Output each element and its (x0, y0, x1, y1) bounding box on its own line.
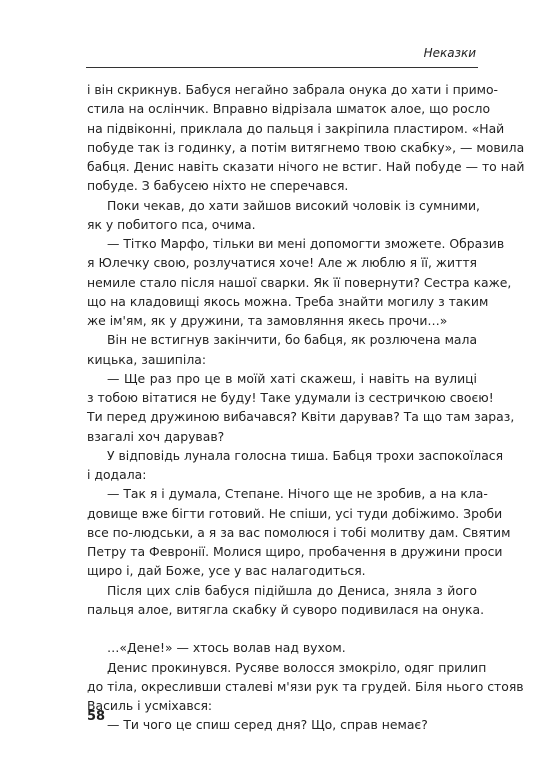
text-line: як у побитого пса, очима. (87, 216, 256, 232)
text-line: я Юлечку свою, розлучатися хоче! Але ж люблю я її, життя (87, 255, 477, 271)
running-header (86, 44, 478, 68)
text-line: Ти перед дружиною вибачався? Квіти дарував? Та що там зараз, (87, 409, 515, 425)
text-line: на підвіконні, приклала до пальця і закріпила пластиром. «Най (87, 120, 505, 136)
text-line: бабця. Денис навіть сказати нічого не встиг. Най побуде — то най (87, 159, 525, 174)
text-line: немиле стало після нашої сварки. Як її повернути? Сестра каже, (87, 274, 512, 290)
text-line: …«Дене!» — хтось волав над вухом. (107, 640, 346, 656)
text-line: У відповідь лунала голосна тиша. Бабця трохи заспокоїлася (107, 447, 504, 463)
page-number: 58 (87, 709, 106, 724)
text-line: пальця алое, витягла скабку й суворо подивилася на онука. (87, 601, 485, 617)
section-break (87, 619, 477, 638)
text-line: все по-людськи, а я за вас помолюся і тобі молитву дам. Святим (87, 524, 511, 540)
text-line: Він не встигнув закінчити, бо бабця, як розлючена мала (107, 332, 478, 348)
text-line: взагалі хоч дарував? (87, 428, 225, 444)
text-line: з тобою вітатися не буду! Таке удумали із сестричкою своєю! (87, 390, 494, 405)
text-line: кицька, зашипіла: (87, 351, 207, 367)
text-line: побуде. З бабусею ніхто не сперечався. (87, 178, 349, 194)
text-line: до тіла, окресливши сталеві м'язи рук та грудей. Біля нього стояв (87, 678, 524, 694)
text-line: і він скрикнув. Бабуся негайно забрала онука до хати і примо- (87, 82, 499, 97)
body-text (87, 80, 525, 735)
text-line: побуде так із годинку, а потім витягнемо твою скабку», — мовила (87, 139, 525, 155)
text-line: щиро і, дай Боже, усе у вас налагодиться. (87, 563, 366, 579)
text-line: — Тітко Марфо, тільки ви мені допомогти зможете. Образив (107, 236, 505, 251)
text-line: Поки чекав, до хати зайшов високий чоловік із сумними, (107, 197, 480, 213)
text-line: — Ще раз про це в моїй хаті скажеш, і навіть на вулиці (107, 370, 477, 386)
text-line: довище вже бігти готовий. Не спіши, усі туди добіжимо. Зроби (87, 505, 503, 521)
text-line: Після цих слів бабуся підійшла до Дениса, зняла з його (107, 582, 477, 598)
text-line: Петру та Февронії. Молися щиро, пробачення в дружини проси (87, 544, 503, 559)
text-line: стила на ослінчик. Вправно відрізала шматок алое, що росло (87, 101, 491, 117)
running-header-title: Неказки (423, 46, 476, 60)
text-line: і додала: (87, 467, 147, 482)
text-line: що на кладовищі якось можна. Треба знайти могилу з таким (87, 293, 489, 309)
text-line: же ім'ям, як у дружини, та замовляння якесь прочи…» (87, 313, 448, 328)
text-line: — Так я і думала, Степане. Нічого ще не зробив, а на кла- (107, 486, 488, 502)
text-line: — Ти чого це спиш серед дня? Що, справ немає? (107, 717, 428, 733)
text-line: Василь і усміхався: (87, 698, 213, 713)
text-line: Денис прокинувся. Русяве волосся змокріло, одяг прилип (107, 659, 487, 675)
